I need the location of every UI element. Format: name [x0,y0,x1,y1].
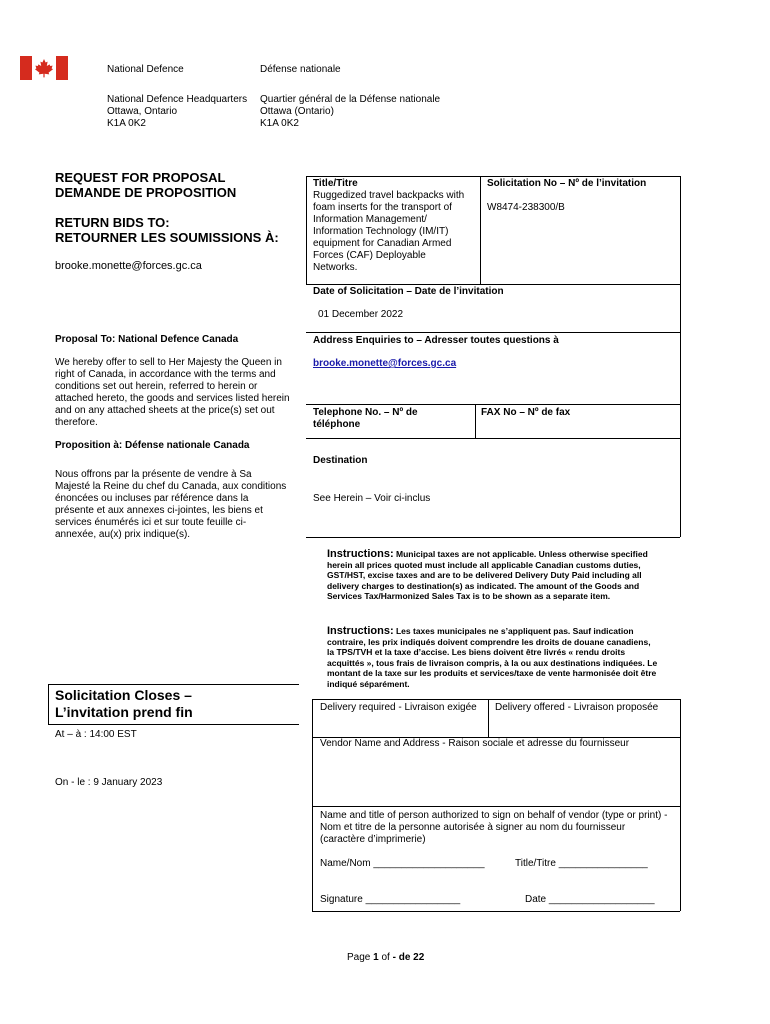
fax-label: FAX No – Nº de fax [481,407,571,418]
solicitation-no-label: Solicitation No – Nº de l’invitation [487,178,647,189]
date-of-solicitation-value: 01 December 2022 [318,309,404,320]
name-field[interactable]: Name/Nom ____________________ [320,858,485,869]
proposal-to-en: Proposal To: National Defence Canada [55,334,239,345]
date-field[interactable]: Date ___________________ [525,894,655,905]
authorized-person-field: Name and title of person authorized to sign on behalf of vendor (type or print) - Nom et titre de la personne autorisée à signer au nom du fournisseur (caractère d’imprimerie) [320,810,668,845]
return-bids-email: brooke.monette@forces.gc.ca [55,260,202,272]
proposal-body-fr: Nous offrons par la présente de vendre à Sa Majesté la Reine du chef du Canada, aux conditions énoncées ou incluses par référence dans la présente et aux annexes ci-jointes, les biens et services énumérés ici et sur toute feuille ci-annexée, au(x) prix indique(s). [55,469,287,540]
return-bids-heading: RETURN BIDS TO: RETOURNER LES SOUMISSIONS À: [55,215,279,245]
title-value: Ruggedized travel backpacks with foam inserts for the transport of Information Management/ Information Technology (IM/IT) equipment for Canadian Armed Forces (CAF) Deployable Networks. [313,190,465,273]
signature-field[interactable]: Signature _________________ [320,894,461,905]
telephone-label: Telephone No. – Nº de téléphone [313,407,418,430]
delivery-required-field[interactable]: Delivery required - Livraison exigée [320,702,477,713]
instructions-fr: Instructions: Les taxes municipales ne s’appliquent pas. Sauf indication contraire, les prix indiqués doivent comprendre les droits de douane canadiens, la TPS/TVH et la taxe d’accise. Les biens doivent être livrés « rendu droits acquittés », tous frais de livraison compris, à la ou aux destinations indiquées. Le montant de la taxe sur les produits et services/taxe de vente harmonisée doit être indiqué séparément. [327,625,658,689]
vendor-name-address-field[interactable]: Vendor Name and Address - Raison sociale et adresse du fournisseur [320,738,630,749]
date-of-solicitation-label: Date of Solicitation – Date de l’invitation [313,286,504,297]
delivery-offered-field[interactable]: Delivery offered - Livraison proposée [495,702,659,713]
dept-name-en: National Defence [107,64,184,75]
destination-value: See Herein – Voir ci-inclus [313,493,431,504]
title-field[interactable]: Title/Titre ________________ [515,858,648,869]
enquiries-email-link[interactable]: brooke.monette@forces.gc.ca [313,358,457,369]
proposal-body-en: We hereby offer to sell to Her Majesty the Queen in right of Canada, in accordance with the terms and conditions set out herein, referred to herein or attached hereto, the goods and services listed herein and on any attached sheets at the price(s) set out therefore. [55,357,290,428]
proposal-to-fr: Proposition à: Défense nationale Canada [55,440,250,451]
closes-date: On - le : 9 January 2023 [55,777,163,788]
dept-name-fr: Défense nationale [260,64,341,75]
enquiries-label: Address Enquiries to – Adresser toutes questions à [313,335,559,346]
rfp-title: REQUEST FOR PROPOSAL DEMANDE DE PROPOSITION [55,170,237,200]
solicitation-no-value: W8474-238300/B [487,202,565,213]
title-label: Title/Titre [313,178,358,189]
closes-time: At – à : 14:00 EST [55,729,137,740]
destination-label: Destination [313,455,368,466]
hq-address-fr: Quartier général de la Défense nationale Ottawa (Ontario) K1A 0K2 [260,94,441,129]
instructions-en: Instructions: Municipal taxes are not applicable. Unless otherwise specified herein all prices quoted must include all applicable Canadian customs duties, GST/HST, excise taxes and are to be delivered Delivery Duty Paid including all delivery charges to destination(s) as indicated. The amount of the Goods and Services Tax/Harmonized Sales Tax is to be shown as a separate item. [327,548,648,601]
hq-address-en: National Defence Headquarters Ottawa, Ontario K1A 0K2 [107,94,248,129]
solicitation-closes-title: Solicitation Closes – L’invitation prend fin [55,687,193,720]
page-number: Page 1 of - de 22 [347,952,425,963]
canada-flag-logo [20,56,68,80]
